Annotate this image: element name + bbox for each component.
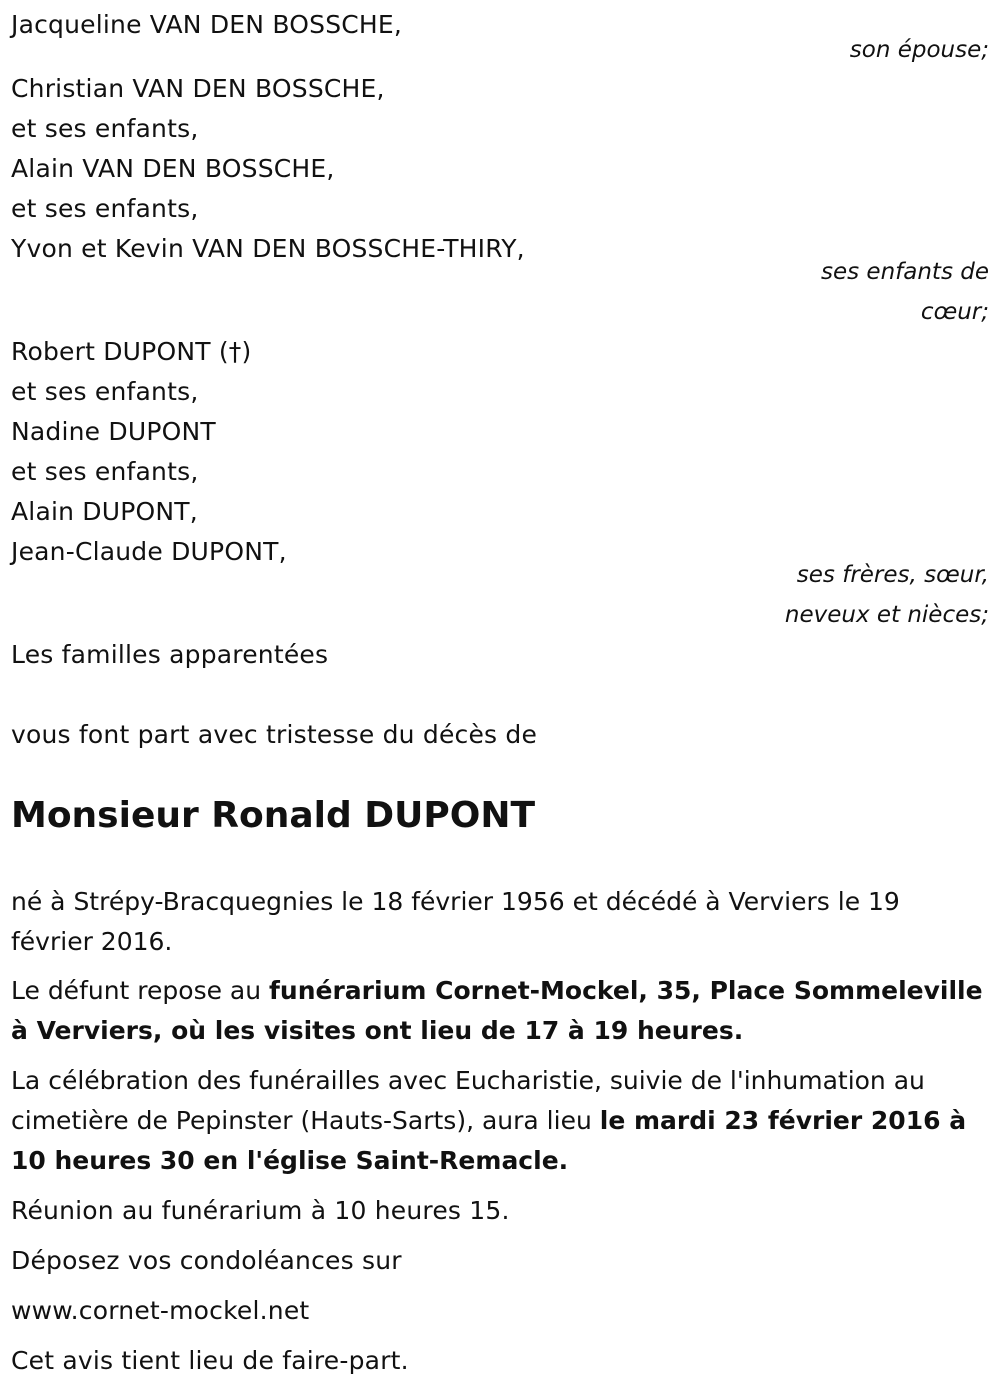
footer-note: Cet avis tient lieu de faire-part. xyxy=(11,1346,409,1375)
website-link[interactable]: www.cornet-mockel.net xyxy=(11,1296,310,1325)
announcement: vous font part avec tristesse du décès de xyxy=(11,720,538,749)
ceremony-details: le mardi 23 février 2016 à 10 heures 30 en l'église Saint-Remacle. xyxy=(11,1106,967,1175)
spouse-relation: son épouse; xyxy=(849,37,989,63)
ceremony-prefix: La célébration des funérailles avec Eucharistie, suivie de l'inhumation au cimetière de Pepinster (Hauts-Sarts), aura lieu xyxy=(11,1066,925,1135)
sibling-line-6: Jean-Claude DUPONT, xyxy=(11,537,287,566)
spouse-name: Jacqueline VAN DEN BOSSCHE, xyxy=(11,10,403,39)
sibling-line-2: et ses enfants, xyxy=(11,377,199,406)
repose-prefix: Le défunt repose au xyxy=(11,976,270,1005)
child-line-1: Christian VAN DEN BOSSCHE, xyxy=(11,74,385,103)
children-relation-1: ses enfants de xyxy=(821,259,989,285)
repose-paragraph xyxy=(11,971,989,1051)
child-line-2: et ses enfants, xyxy=(11,114,199,143)
repose-location: funérarium Cornet-Mockel, 35, Place Sommeleville à Verviers, où les visites ont lieu de 17 à 19 heures. xyxy=(11,976,983,1045)
child-line-4: et ses enfants, xyxy=(11,194,199,223)
ceremony-paragraph xyxy=(11,1061,989,1181)
related-families: Les familles apparentées xyxy=(11,640,329,669)
siblings-relation-1: ses frères, sœur, xyxy=(796,562,989,588)
condolences-text: Déposez vos condoléances sur xyxy=(11,1246,402,1275)
sibling-line-4: et ses enfants, xyxy=(11,457,199,486)
sibling-line-1: Robert DUPONT (†) xyxy=(11,337,252,366)
meeting-info: Réunion au funérarium à 10 heures 15. xyxy=(11,1196,510,1225)
children-relation-2: cœur; xyxy=(920,299,989,325)
birth-death: né à Strépy-Bracquegnies le 18 février 1956 et décédé à Verviers le 19 février 2016. xyxy=(11,887,900,956)
siblings-relation-2: neveux et nièces; xyxy=(784,602,989,628)
sibling-line-3: Nadine DUPONT xyxy=(11,417,216,446)
child-line-5: Yvon et Kevin VAN DEN BOSSCHE-THIRY, xyxy=(11,234,525,263)
sibling-line-5: Alain DUPONT, xyxy=(11,497,198,526)
child-line-3: Alain VAN DEN BOSSCHE, xyxy=(11,154,335,183)
deceased-name: Monsieur Ronald DUPONT xyxy=(11,795,536,836)
